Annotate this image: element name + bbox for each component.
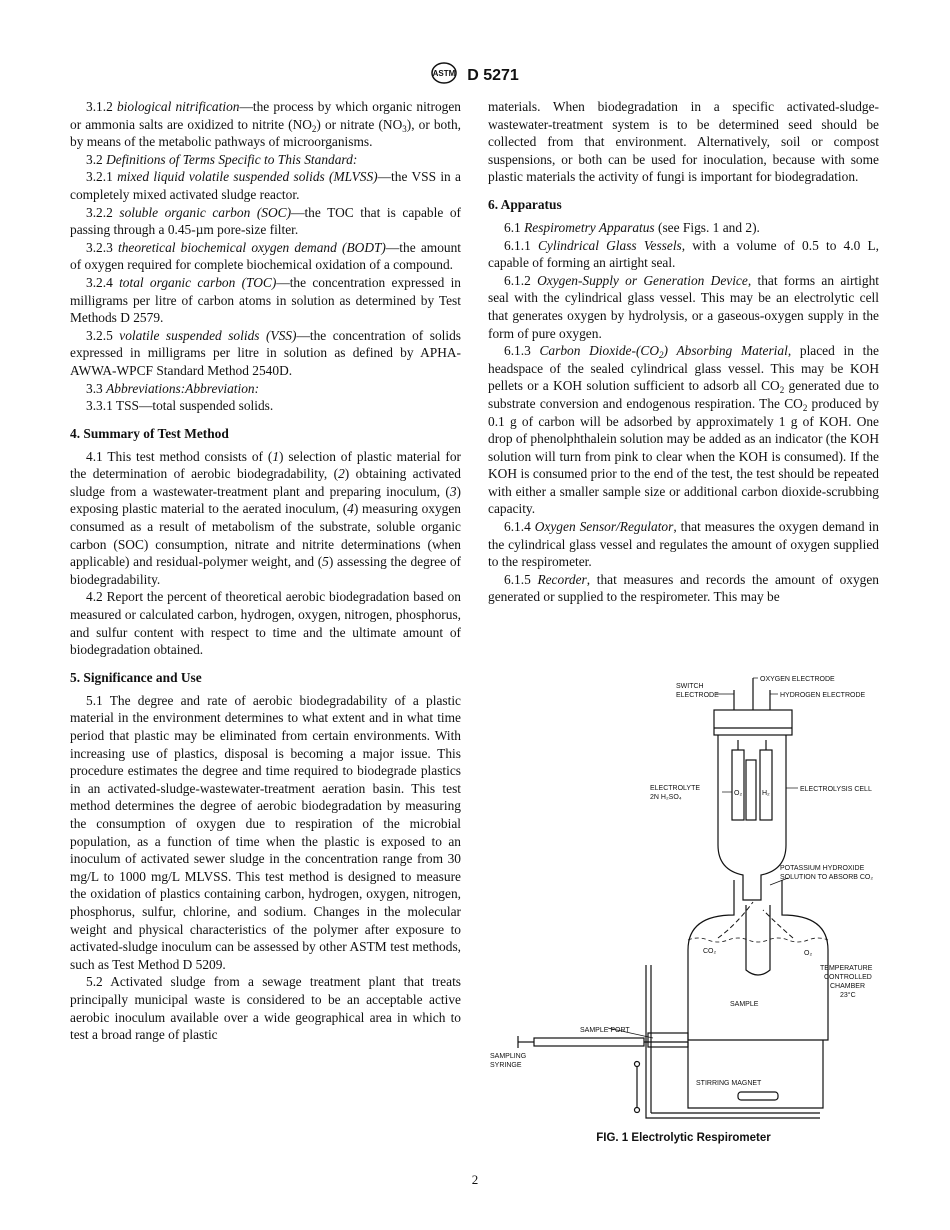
- paragraph-6-1-2: 6.1.2 Oxygen-Supply or Generation Device, that forms an airtight seal with the cylindrical glass vessel. This may be an electrolytic cell that generates oxygen by hydrolysis, or a gaseous-oxygen supply in the form of pure oxygen.: [488, 272, 879, 341]
- label-co2: CO₂: [703, 948, 717, 955]
- label-o2-inner: O₂: [734, 790, 743, 797]
- label-oxygen-electrode: OXYGEN ELECTRODE: [760, 676, 835, 683]
- figure-caption: FIG. 1 Electrolytic Respirometer: [596, 1132, 771, 1144]
- label-koh-2: SOLUTION TO ABSORB CO₂: [780, 874, 874, 881]
- paragraph-5-1: 5.1 The degree and rate of aerobic biodegradability of a plastic material in the environment determines to what extent and in what time period that plastic may be eliminated from certain environments. With increasing use of plastics, disposal is becoming a major issue. This procedure estimates the degree and time required to biodegrade plastics in an activated-sludge-wastewater-treatment aeration basin. This test method determines the degree of aerobic biodegradation by measuring the consumption of oxygen due to respiration of the microbial population, as a function of time when the plastic is exposed to an inoculum of activated sewer sludge in the concentration range from 30 mg/L to 1000 mg/L MLVSS. This test method is designed to measure the oxidation of plastics containing carbon, hydrogen, oxygen, nitrogen, phosphorus, sulfur, chlorine, and sodium. Changes in the molecular weight and physical characteristics of the polymer after exposure to activated-sludge inoculum can be assessed by other ASTM test methods, such as Test Method D 5209.: [70, 692, 461, 972]
- astm-logo-icon: [431, 62, 457, 89]
- paragraph-3-1-2: 3.1.2 biological nitrification—the process by which organic nitrogen or ammonia salts are oxidized to nitrite $(NO_2)$ or nitrate $(NO_3)$, or both, by means of the metabolic pathways of microorganisms.: [70, 99, 462, 150]
- label-sample-port: SAMPLE PORT: [580, 1027, 630, 1034]
- paragraph-3-2-2: 3.2.2 soluble organic carbon (SOC)—the TOC that is capable of passing through a 0.45-µm pore-size filter.: [70, 204, 461, 238]
- section-heading-5: 5. Significance and Use: [70, 669, 202, 685]
- label-switch-electrode-1: SWITCH: [676, 683, 704, 690]
- page-header: [0, 62, 950, 89]
- paragraph-4-1: 4.1 This test method consists of (1) selection of plastic material for the determination of aerobic biodegradability, (2) obtaining activated sludge from a wastewater-treatment plant and preparing inoculum, (3) exposing plastic material to the aerated inoculum, (4) measuring oxygen consumed as a result of metabolism of the substrate, soluble organic carbon (SOC) consumption, nitrate and nitrite determinations (when applicable) and residual-polymer weight, and (5) assessing the degree of biodegradability.: [70, 448, 462, 587]
- section-heading-4: 4. Summary of Test Method: [70, 425, 229, 441]
- paragraph-6-1-4: 6.1.4 Oxygen Sensor/Regulator, that measures the oxygen demand in the cylindrical glass vessel and regulates the amount of oxygen supplied to the respirometer.: [488, 519, 879, 570]
- label-temperature-2: CONTROLLED: [824, 974, 872, 981]
- label-temperature-4: 23°C: [840, 992, 856, 999]
- paragraph-3-2-3: 3.2.3 theoretical biochemical oxygen demand (BODT)—the amount of oxygen required for complete biochemical oxidation of a compound.: [70, 239, 461, 273]
- label-hydrogen-electrode: HYDROGEN ELECTRODE: [780, 692, 866, 699]
- paragraph-3-3: 3.3 Abbreviations:Abbreviation:: [86, 380, 260, 396]
- right-column: [488, 98, 879, 606]
- label-electrolyte-1: ELECTROLYTE: [650, 785, 701, 792]
- label-sample: SAMPLE: [730, 1001, 759, 1008]
- paragraph-6-1-3: 6.1.3 Carbon Dioxide-$(CO_2)$ Absorbing Material, placed in the headspace of the sealed cylindrical glass vessel. This may be KOH pellets or a KOH solution sufficient to adsorb all $CO_2$ generated due to substrate conversion and endogenous respiration. The $CO_2$ produced by 0.1 g of carbon will be adsorbed by approximately 1 g of KOH. One drop of phenolphthalein solution may be added as an indicator (the KOH solution will turn from pink to clear when the KOH is consumed). If the KOH is consumed prior to the end of the test, the test should be repeated with either a smaller sample size or additional carbon dioxide-scrubbing capacity.: [488, 343, 879, 517]
- document-designation: D 5271: [467, 66, 519, 84]
- page-number: 2: [471, 1172, 479, 1187]
- paragraph-5-2: 5.2 Activated sludge from a sewage treatment plant that treats principally municipal waste is considered to be an acceptable active aerobic inoculum available over a wide geographical area in which to test a broad range of plastic: [70, 974, 461, 1043]
- left-column: [70, 98, 461, 1044]
- label-koh-1: POTASSIUM HYDROXIDE: [780, 865, 865, 872]
- paragraph-3-2-1: 3.2.1 mixed liquid volatile suspended solids (MLVSS)—the VSS in a completely mixed activated sludge reactor.: [70, 169, 461, 202]
- label-temperature-3: CHAMBER: [830, 983, 866, 990]
- section-heading-6: 6. Apparatus: [488, 196, 562, 212]
- label-sampling-syringe-2: SYRINGE: [490, 1062, 522, 1069]
- paragraph-6-1: 6.1 Respirometry Apparatus (see Figs. 1 and 2).: [504, 219, 760, 235]
- respirometer-diagram: [488, 670, 888, 1130]
- paragraph-6-1-5: 6.1.5 Recorder, that measures and records the amount of oxygen generated or supplied to the respirometer. This may be: [488, 571, 879, 605]
- label-temperature-1: TEMPERATURE: [820, 965, 873, 972]
- paragraph-6-1-1: 6.1.1 Cylindrical Glass Vessels, with a volume of 0.5 to 4.0 L, capable of forming an airtight seal.: [488, 237, 879, 271]
- paragraph-3-2-5: 3.2.5 volatile suspended solids (VSS)—the concentration of solids expressed in milligrams per litre in solution as defined by APHA-AWWA-WPCF Standard Method 2540D.: [70, 327, 461, 378]
- paragraph-3-2: 3.2 Definitions of Terms Specific to This Standard:: [86, 151, 358, 167]
- label-switch-electrode-2: ELECTRODE: [676, 692, 719, 699]
- paragraph-3-2-4: 3.2.4 total organic carbon (TOC)—the concentration expressed in milligrams per litre of carbon atoms in solution as determined by Test Methods D 2579.: [70, 274, 461, 326]
- paragraph-4-2: 4.2 Report the percent of theoretical aerobic biodegradation based on measured or calculated carbon, hydrogen, oxygen, nitrogen, phosphorus, and sulfur content with respect to time and the ultimate amount of biodegradation obtained.: [70, 589, 461, 658]
- paragraph-5-2-continued: materials. When biodegradation in a specific activated-sludge-wastewater-treatment system is to be determined seed should be collected from that environment. Alternatively, soil or compost suspensions, or both can be used for inoculation, because with some plastic materials the activity of fungi is important for biodegradation.: [488, 99, 879, 185]
- label-stirring-magnet: STIRRING MAGNET: [696, 1080, 762, 1087]
- label-electrolyte-2: 2N H₂SO₄: [650, 794, 682, 801]
- figure-electrolytic-respirometer: [488, 670, 888, 1130]
- label-h2-inner: H₂: [762, 790, 770, 797]
- label-o2: O₂: [804, 950, 813, 957]
- label-electrolysis-cell: ELECTROLYSIS CELL: [800, 786, 872, 793]
- paragraph-3-3-1: 3.3.1 TSS—total suspended solids.: [86, 398, 274, 414]
- svg-text:ASTM: ASTM: [432, 69, 456, 78]
- label-sampling-syringe-1: SAMPLING: [490, 1053, 527, 1060]
